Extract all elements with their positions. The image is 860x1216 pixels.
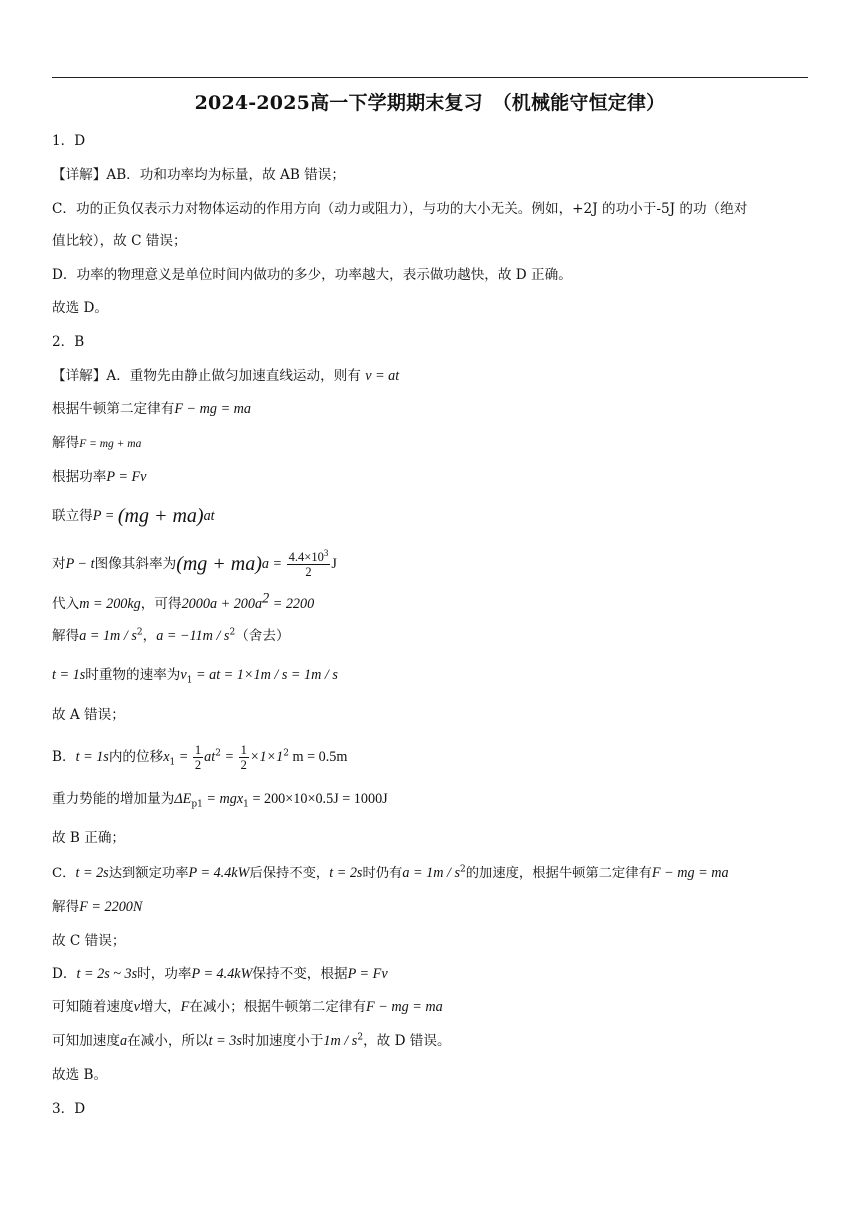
fraction-numerator: 1 xyxy=(194,743,202,757)
q2-c-conclusion: 故 C 错误； xyxy=(52,933,126,949)
text: 根据功率 xyxy=(52,469,107,485)
q2-a-line2 xyxy=(52,399,812,419)
unit: J xyxy=(331,556,337,572)
text: 解得 xyxy=(52,628,80,644)
formula: F − mg = ma xyxy=(651,865,729,881)
formula: t = 2s ~ 3s xyxy=(76,966,138,982)
formula: v = at xyxy=(365,368,400,384)
text: B． xyxy=(52,749,76,765)
q2-a-line6 xyxy=(52,547,812,579)
formula: F − mg = ma xyxy=(366,999,443,1015)
formula: 1m / s xyxy=(323,1033,358,1049)
q2-d-line2 xyxy=(52,997,812,1017)
formula: 2000a + 200a xyxy=(181,596,263,612)
q2-c-line1 xyxy=(52,863,812,884)
text: 的加速度，根据牛顿第二定律有 xyxy=(465,866,652,881)
formula: = xyxy=(175,749,192,765)
fraction xyxy=(239,743,249,772)
fraction xyxy=(287,547,331,579)
text: ，故 D 错误。 xyxy=(363,1033,451,1049)
text: 可知随着速度 xyxy=(52,999,134,1015)
superscript: 2 xyxy=(460,864,466,875)
formula: F = 2200N xyxy=(79,899,143,915)
formula-paren: (mg + ma) xyxy=(117,505,204,527)
subscript: 1 xyxy=(169,757,176,768)
q2-a-line8 xyxy=(52,626,812,646)
formula: = mgx xyxy=(202,791,244,807)
formula: t = 2s xyxy=(329,865,363,881)
formula: P = 4.4kW xyxy=(188,865,250,881)
formula: a = −11m / s xyxy=(156,628,230,644)
superscript: 2 xyxy=(229,627,236,638)
text: 内的位移 xyxy=(108,749,164,765)
q1-answer: 1．D xyxy=(52,133,86,149)
fraction-denominator: 2 xyxy=(240,758,247,772)
text: 解得 xyxy=(52,435,80,451)
formula: P − t xyxy=(65,556,95,572)
formula: P = xyxy=(92,508,118,524)
formula: F − mg = ma xyxy=(174,401,252,417)
text: 【详解】A．重物先由静止做匀加速直线运动，则有 xyxy=(52,368,361,384)
text: 时加速度小于 xyxy=(241,1033,324,1049)
formula-paren: (mg + ma) xyxy=(176,553,262,575)
text: 在减小；根据牛顿第二定律有 xyxy=(189,999,367,1015)
text: 可知加速度 xyxy=(52,1033,120,1049)
formula: t = 1s xyxy=(75,749,109,765)
text: 重力势能的增加量为 xyxy=(52,791,175,807)
fraction xyxy=(193,743,203,772)
text: 解得 xyxy=(52,899,80,915)
formula: t = 1s xyxy=(52,667,86,683)
formula: = xyxy=(220,749,238,765)
superscript: 2 xyxy=(357,1032,364,1043)
formula: = at = 1×1m / s = 1m / s xyxy=(192,667,338,683)
text: 在减小，所以 xyxy=(127,1033,209,1049)
formula: F = mg + ma xyxy=(79,438,142,450)
text: 根据牛顿第二定律有 xyxy=(52,401,175,417)
q2-b-line2 xyxy=(52,789,812,809)
text: ，可得 xyxy=(140,596,182,612)
subscript: p1 xyxy=(191,799,203,810)
formula: P = Fv xyxy=(106,469,147,485)
q2-a-line5 xyxy=(52,506,812,526)
formula: t = 2s xyxy=(75,865,109,881)
formula: P = Fv xyxy=(347,966,388,982)
text: 时，功率 xyxy=(137,966,192,982)
page-title: 2024-2025高一下学期期末复习 （机械能守恒定律） xyxy=(194,92,666,114)
text: 联立得 xyxy=(52,508,93,524)
q2-conclusion: 故选 B。 xyxy=(52,1067,108,1083)
text: 增大， xyxy=(139,999,181,1015)
q2-a-line4 xyxy=(52,467,812,487)
superscript: 2 xyxy=(136,627,143,638)
q2-answer: 2．B xyxy=(52,334,85,350)
formula: at xyxy=(203,508,215,524)
text: D． xyxy=(52,966,77,982)
superscript: 2 xyxy=(215,748,221,759)
formula: m = 0.5m xyxy=(288,749,348,765)
formula: F xyxy=(180,999,190,1015)
q1-explain-d: D．功率的物理意义是单位时间内做功的多少，功率越大，表示做功越快，故 D 正确。 xyxy=(52,267,572,283)
formula: a = xyxy=(261,556,286,572)
text: 达到额定功率 xyxy=(108,866,189,881)
q1-explain-c-cont: 值比较），故 C 错误； xyxy=(52,233,187,249)
formula: v xyxy=(133,999,140,1015)
superscript: 2 xyxy=(283,748,289,759)
q2-d-line3 xyxy=(52,1031,812,1051)
formula: x xyxy=(163,749,170,765)
q2-b-line1 xyxy=(52,743,812,772)
text: ， xyxy=(142,628,157,644)
q1-conclusion: 故选 D。 xyxy=(52,300,109,316)
text: 后保持不变， xyxy=(249,866,330,881)
q2-b-conclusion: 故 B 正确； xyxy=(52,830,126,846)
header-rule xyxy=(52,77,808,78)
fraction-numerator: 4.4×10 xyxy=(288,550,324,564)
q2-a-line1 xyxy=(52,366,812,386)
subscript: 1 xyxy=(186,675,193,686)
formula: P = 4.4kW xyxy=(191,966,253,982)
superscript: 2 xyxy=(262,590,270,607)
formula: ×1×1 xyxy=(249,749,284,765)
q2-a-line7 xyxy=(52,590,812,614)
text: （舍去） xyxy=(235,628,290,644)
text: 时重物的速率为 xyxy=(85,667,181,683)
text: 图像其斜率为 xyxy=(94,556,177,572)
text: 代入 xyxy=(52,596,80,612)
q2-a-line3 xyxy=(52,433,812,454)
text: C． xyxy=(52,866,76,881)
text: 对 xyxy=(52,556,66,572)
subscript: 1 xyxy=(243,799,249,810)
formula: a xyxy=(119,1033,128,1049)
q1-explain-ab: 【详解】AB．功和功率均为标量，故 AB 错误； xyxy=(52,167,345,183)
formula: v xyxy=(180,667,187,683)
formula: ΔE xyxy=(174,791,192,807)
fraction-denominator: 2 xyxy=(194,758,202,772)
q2-c-line2 xyxy=(52,897,812,917)
q2-a-conclusion: 故 A 错误； xyxy=(52,707,125,723)
q3-answer: 3．D xyxy=(52,1101,86,1117)
fraction-numerator: 1 xyxy=(240,743,247,757)
formula: a = 1m / s xyxy=(402,865,461,881)
q2-a-line9 xyxy=(52,665,812,685)
fraction-denominator: 2 xyxy=(305,565,312,579)
formula: = 2200 xyxy=(269,596,315,612)
text: 时仍有 xyxy=(362,866,403,881)
formula: t = 3s xyxy=(208,1033,242,1049)
superscript: 3 xyxy=(323,547,329,558)
formula: m = 200kg xyxy=(79,596,141,612)
formula: = 200×10×0.5J = 1000J xyxy=(248,791,388,807)
formula: at xyxy=(204,749,216,765)
formula: a = 1m / s xyxy=(79,628,137,644)
q1-explain-c: C．功的正负仅表示力对物体运动的作用方向（动力或阻力），与功的大小无关。例如，+2J 的功小于-5J 的功（绝对 xyxy=(52,201,748,217)
q2-d-line1 xyxy=(52,964,812,984)
text: 保持不变，根据 xyxy=(252,966,348,982)
